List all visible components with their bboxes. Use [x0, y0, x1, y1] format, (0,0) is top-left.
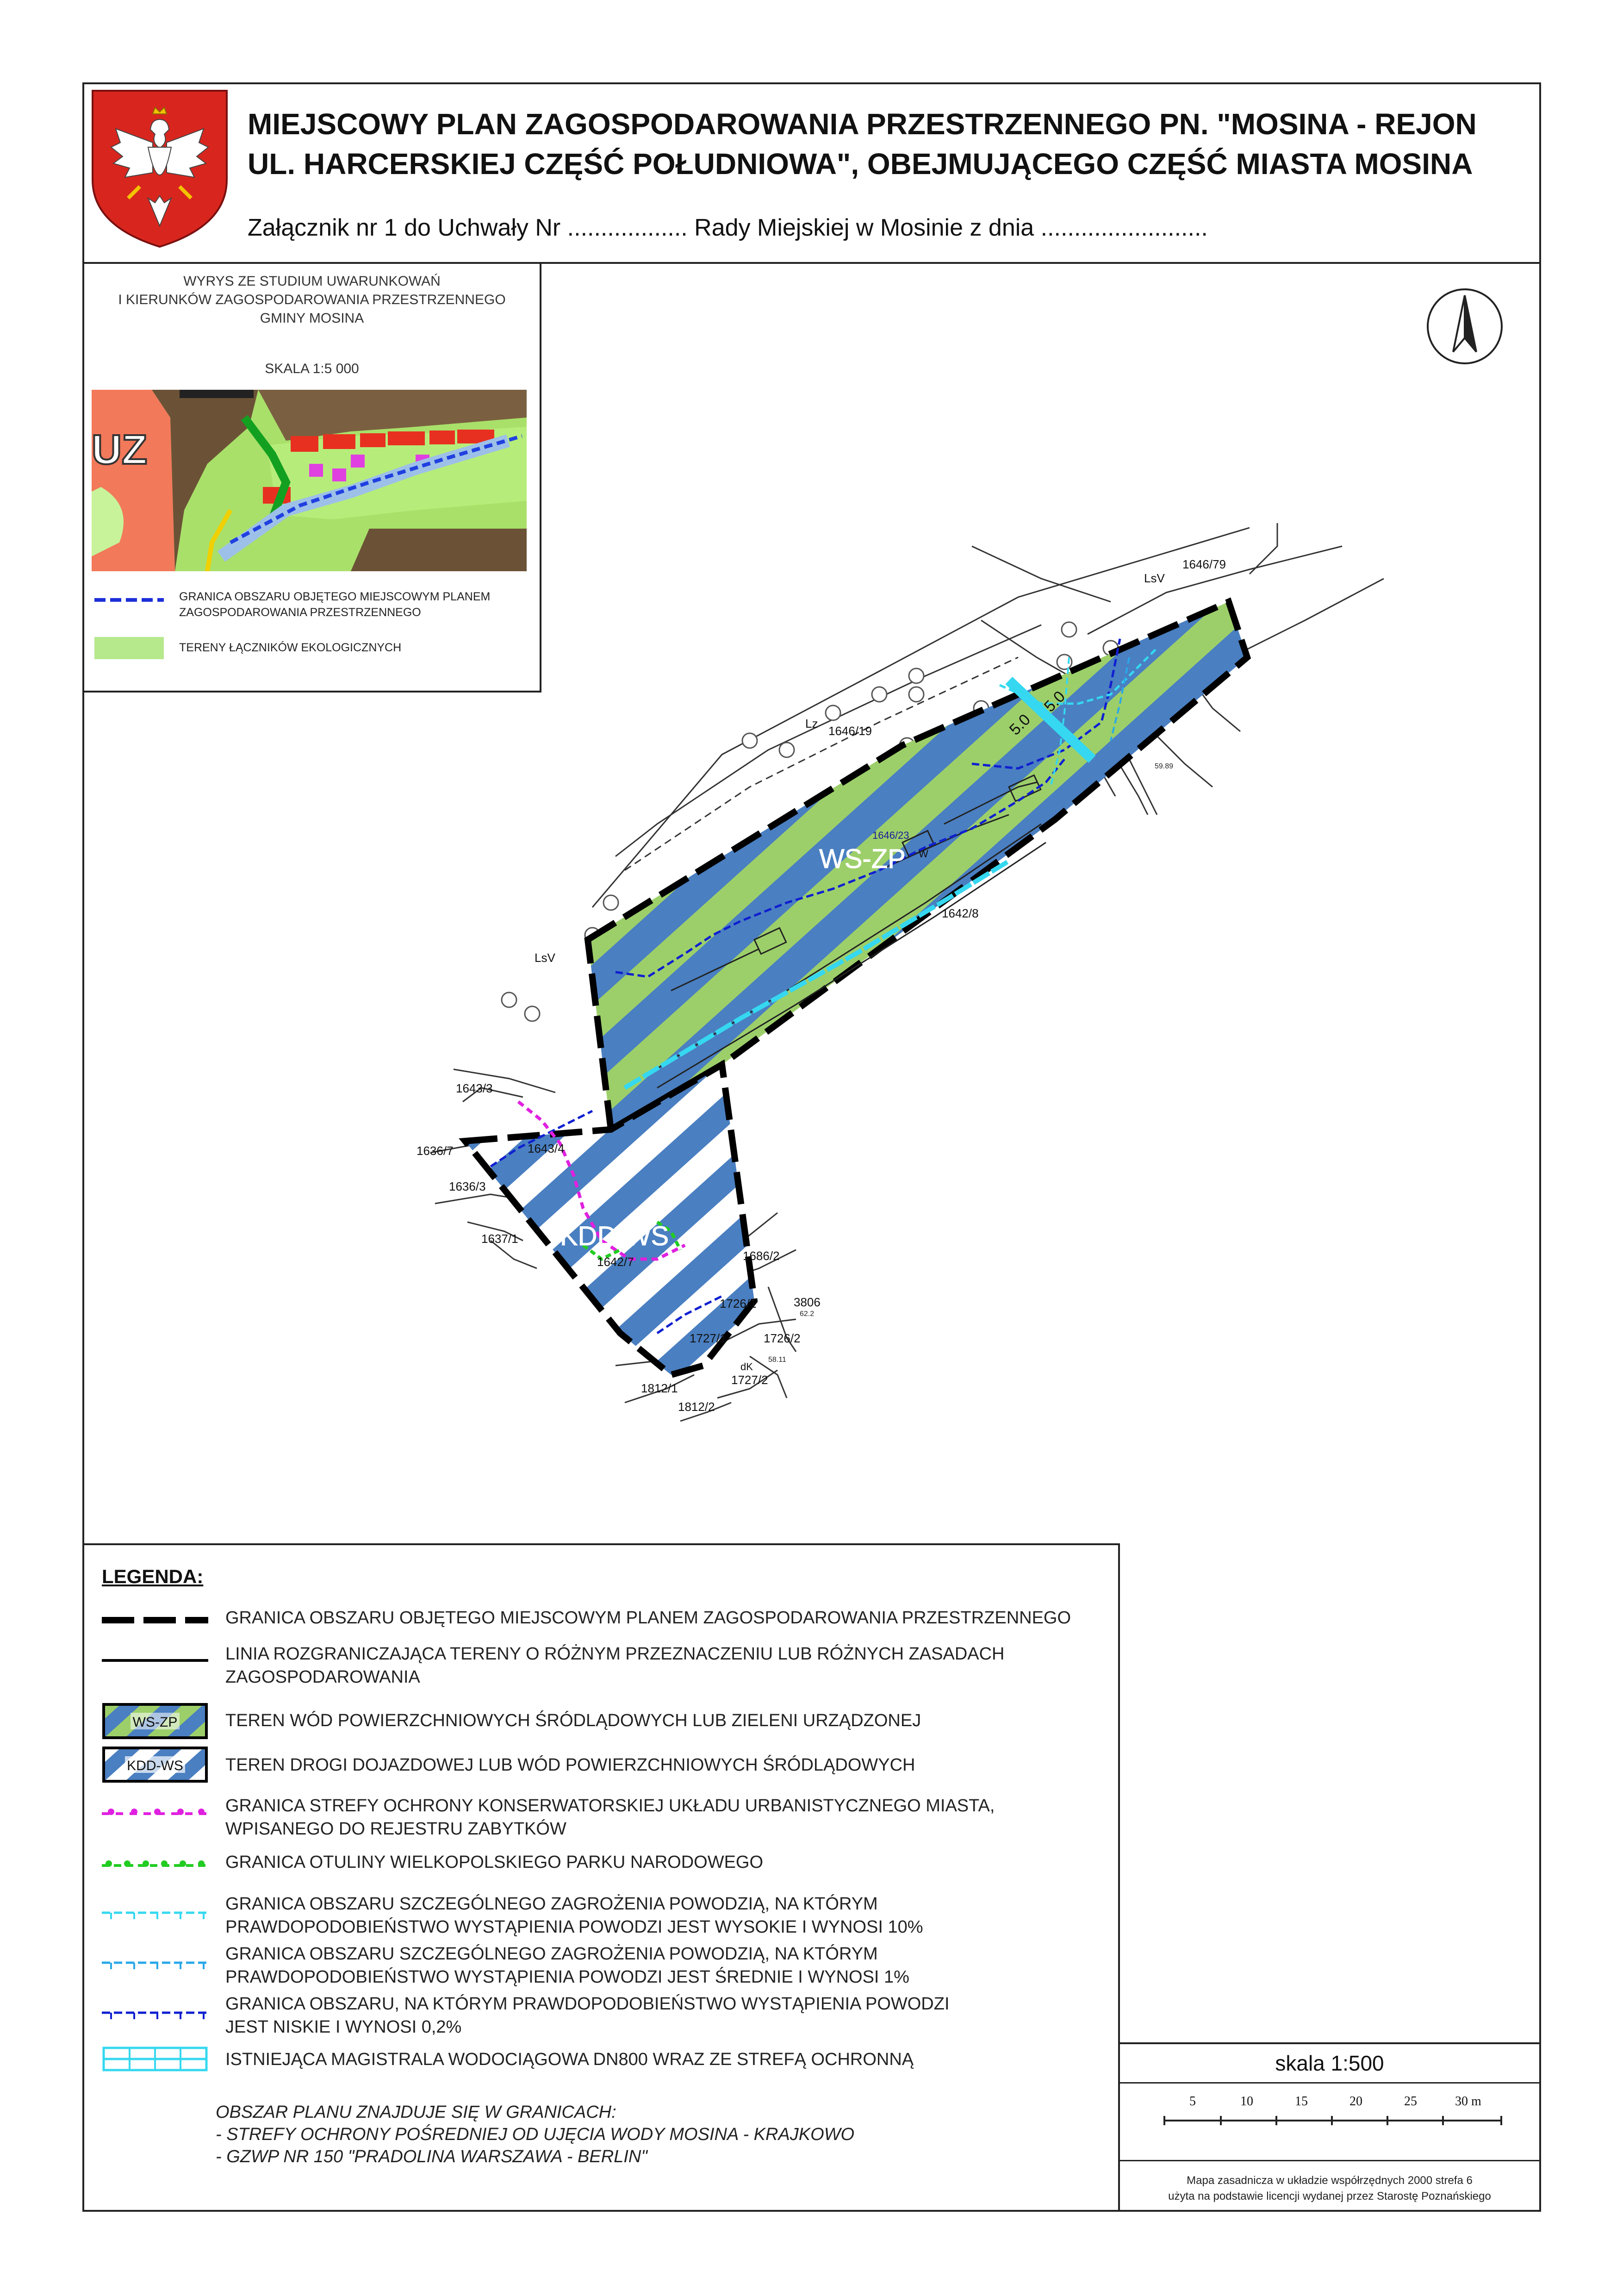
legend-plan-boundary: GRANICA OBSZARU OBJĘTEGO MIEJSCOWYM PLANEM ZAGOSPODAROWANIA PRZESTRZENNEGO [225, 1608, 1071, 1628]
parcel-1646-79: 1646/79 [1182, 557, 1226, 571]
study-legend-eco: TERENY ŁĄCZNIKÓW EKOLOGICZNYCH [179, 641, 402, 654]
scale-footer-line-1: Mapa zasadnicza w układzie współrzędnych 2000 strefa 6 [1187, 2174, 1473, 2187]
parcel-1642-7: 1642/7 [597, 1255, 634, 1269]
legend-heritage-line-1: GRANICA STREFY OCHRONY KONSERWATORSKIEJ UKŁADU URBANISTYCZNEGO MIASTA, [225, 1796, 995, 1816]
symbol-lsv-1: LsV [1144, 571, 1165, 585]
elevation-1: 59.89 [1155, 762, 1174, 770]
elevation-3: 58.11 [768, 1356, 786, 1364]
legend-flood-10-line-1: GRANICA OBSZARU SZCZEGÓLNEGO ZAGROŻENIA POWODZIĄ, NA KTÓRYM [225, 1894, 878, 1914]
legend-swatch-ws-zp [102, 1703, 208, 1740]
legend-swatch-heritage [102, 1804, 208, 1818]
legend-kdd-ws: TEREN DROGI DOJAZDOWEJ LUB WÓD POWIERZCHNIOWYCH ŚRÓDLĄDOWYCH [225, 1755, 915, 1775]
parcel-1726-1: 1726/1 [720, 1297, 757, 1310]
plan-title-line-1: MIEJSCOWY PLAN ZAGOSPODAROWANIA PRZESTRZENNEGO PN. "MOSINA - REJON [248, 107, 1477, 141]
plan-title-line-2: UL. HARCERSKIEJ CZĘŚĆ POŁUDNIOWA", OBEJMUJĄCEGO CZĘŚĆ MIASTA MOSINA [248, 147, 1473, 181]
dimension-1: 5.0 [1006, 711, 1034, 739]
parcel-3806: 3806 [794, 1295, 821, 1309]
legend-swatch-dividing-line [102, 1658, 208, 1663]
parcel-1643-3: 1643/3 [456, 1081, 493, 1095]
study-legend-boundary-line-2: ZAGOSPODAROWANIA PRZESTRZENNEGO [179, 606, 421, 619]
legend-flood-10 [225, 1892, 1105, 1939]
scale-footer-line-2: użyta na podstawie licencji wydanej przez Starostę Poznańskiego [1168, 2190, 1491, 2202]
legend-dividing-line [225, 1642, 1105, 1689]
legend-swatch-kdd-ws-label: KDD-WS [127, 1758, 183, 1773]
legend-note-3: - GZWP NR 150 "PRADOLINA WARSZAWA - BERLIN" [216, 2147, 647, 2166]
legend-water-main: ISTNIEJĄCA MAGISTRALA WODOCIĄGOWA DN800 WRAZ ZE STREFĄ OCHRONNĄ [225, 2050, 914, 2069]
zone-label-kdd-ws: KDD-WS [560, 1221, 669, 1251]
legend-flood-02 [225, 1992, 1105, 2039]
scale-tick-5: 5 [1189, 2094, 1196, 2109]
legend-ws-zp: TEREN WÓD POWIERZCHNIOWYCH ŚRÓDLĄDOWYCH LUB ZIELENI URZĄDZONEJ [225, 1711, 921, 1730]
scale-tick-15: 15 [1295, 2094, 1308, 2109]
parcel-1637-1: 1637/1 [481, 1232, 518, 1246]
legend-swatch-flood-02 [102, 2006, 208, 2020]
study-heading-line-3: GMINY MOSINA [260, 311, 364, 326]
scale-tick-30: 30 m [1455, 2094, 1481, 2109]
parcel-1636-3: 1636/3 [449, 1179, 486, 1193]
legend-note-2: - STREFY OCHRONY POŚREDNIEJ OD UJĘCIA WODY MOSINA - KRAJKOWO [216, 2125, 855, 2144]
scale-title: skala 1:500 [1275, 2051, 1384, 2075]
symbol-lz: Lz [805, 717, 818, 730]
scale-tick-25: 25 [1404, 2094, 1417, 2109]
elevation-2: 62.2 [800, 1310, 815, 1318]
study-legend-boundary-line-1: GRANICA OBSZARU OBJĘTEGO MIEJSCOWYM PLANEM [179, 590, 491, 603]
parcel-1727-2: 1727/2 [731, 1373, 768, 1387]
study-map-label: UZ [92, 427, 147, 473]
legend-panel [82, 1543, 1120, 2212]
study-heading-line-2: I KIERUNKÓW ZAGOSPODAROWANIA PRZESTRZENNEGO [118, 292, 506, 307]
parcel-1812-1: 1812/1 [641, 1381, 678, 1395]
legend-flood-1-line-1: GRANICA OBSZARU SZCZEGÓLNEGO ZAGROŻENIA POWODZIĄ, NA KTÓRYM [225, 1944, 878, 1964]
symbol-lsv-2: LsV [535, 951, 555, 965]
scale-footer [1120, 2173, 1539, 2204]
zone-label-ws-zp: WS-ZP [819, 844, 906, 874]
legend-flood-10-line-2: PRAWDOPODOBIEŃSTWO WYSTĄPIENIA POWODZI JEST WYSOKIE I WYNOSI 10% [225, 1917, 923, 1937]
legend-park: GRANICA OTULINY WIELKOPOLSKIEGO PARKU NARODOWEGO [225, 1853, 764, 1872]
parcel-1812-2: 1812/2 [678, 1400, 715, 1414]
legend-swatch-flood-10 [102, 1906, 208, 1920]
legend-dividing-line-1: LINIA ROZGRANICZAJĄCA TERENY O RÓŻNYM PRZEZNACZENIU LUB RÓŻNYCH ZASADACH [225, 1644, 1005, 1664]
legend-dividing-line-2: ZAGOSPODAROWANIA [225, 1667, 420, 1687]
legend-flood-02-line-1: GRANICA OBSZARU, NA KTÓRYM PRAWDOPODOBIEŃSTWO WYSTĄPIENIA POWODZI [225, 1994, 950, 2014]
legend-swatch-kdd-ws [102, 1746, 208, 1783]
scale-tick-10: 10 [1240, 2094, 1253, 2109]
legend-swatch-water-main [102, 2046, 208, 2072]
parcel-1646-19: 1646/19 [828, 724, 872, 738]
parcel-1686-2: 1686/2 [743, 1249, 780, 1263]
parcel-1726-2: 1726/2 [764, 1331, 801, 1345]
scale-separator-2 [1120, 2160, 1539, 2161]
parcel-1642-8: 1642/8 [942, 906, 979, 920]
legend-flood-1-line-2: PRAWDOPODOBIEŃSTWO WYSTĄPIENIA POWODZI JEST ŚREDNIE I WYNOSI 1% [225, 1967, 909, 1987]
symbol-w: W [919, 848, 928, 860]
legend-flood-1 [225, 1942, 1105, 1989]
parcel-1727-1: 1727/1 [690, 1331, 727, 1345]
parcel-1636-7: 1636/7 [417, 1144, 454, 1158]
plan-subtitle: Załącznik nr 1 do Uchwały Nr .................. Rady Miejskiej w Mosinie z dnia ......................... [248, 214, 1208, 241]
symbol-dk: dK [740, 1361, 753, 1373]
legend-heritage [225, 1794, 1105, 1841]
legend-note-1: OBSZAR PLANU ZNAJDUJE SIĘ W GRANICACH: [216, 2103, 616, 2122]
study-heading-line-1: WYRYS ZE STUDIUM UWARUNKOWAŃ [183, 274, 441, 289]
legend-flood-02-line-2: JEST NISKIE I WYNOSI 0,2% [225, 2017, 462, 2037]
parcel-1643-4: 1643/4 [528, 1142, 565, 1155]
legend-heritage-line-2: WPISANEGO DO REJESTRU ZABYTKÓW [225, 1819, 566, 1839]
scale-bar [1162, 2114, 1504, 2128]
legend-swatch-flood-1 [102, 1956, 208, 1970]
study-extract-scale: SKALA 1:5 000 [265, 361, 359, 376]
legend-swatch-plan-boundary [102, 1616, 208, 1625]
parcel-1646-23: 1646/23 [872, 830, 909, 841]
scale-panel [1118, 2042, 1541, 2212]
scale-tick-20: 20 [1349, 2094, 1362, 2109]
scale-separator-1 [1120, 2082, 1539, 2084]
legend-title: LEGENDA: [102, 1566, 204, 1587]
legend-swatch-ws-zp-label: WS-ZP [132, 1715, 178, 1730]
legend-swatch-park [102, 1856, 208, 1870]
dimension-2: 5.0 [1040, 687, 1069, 716]
